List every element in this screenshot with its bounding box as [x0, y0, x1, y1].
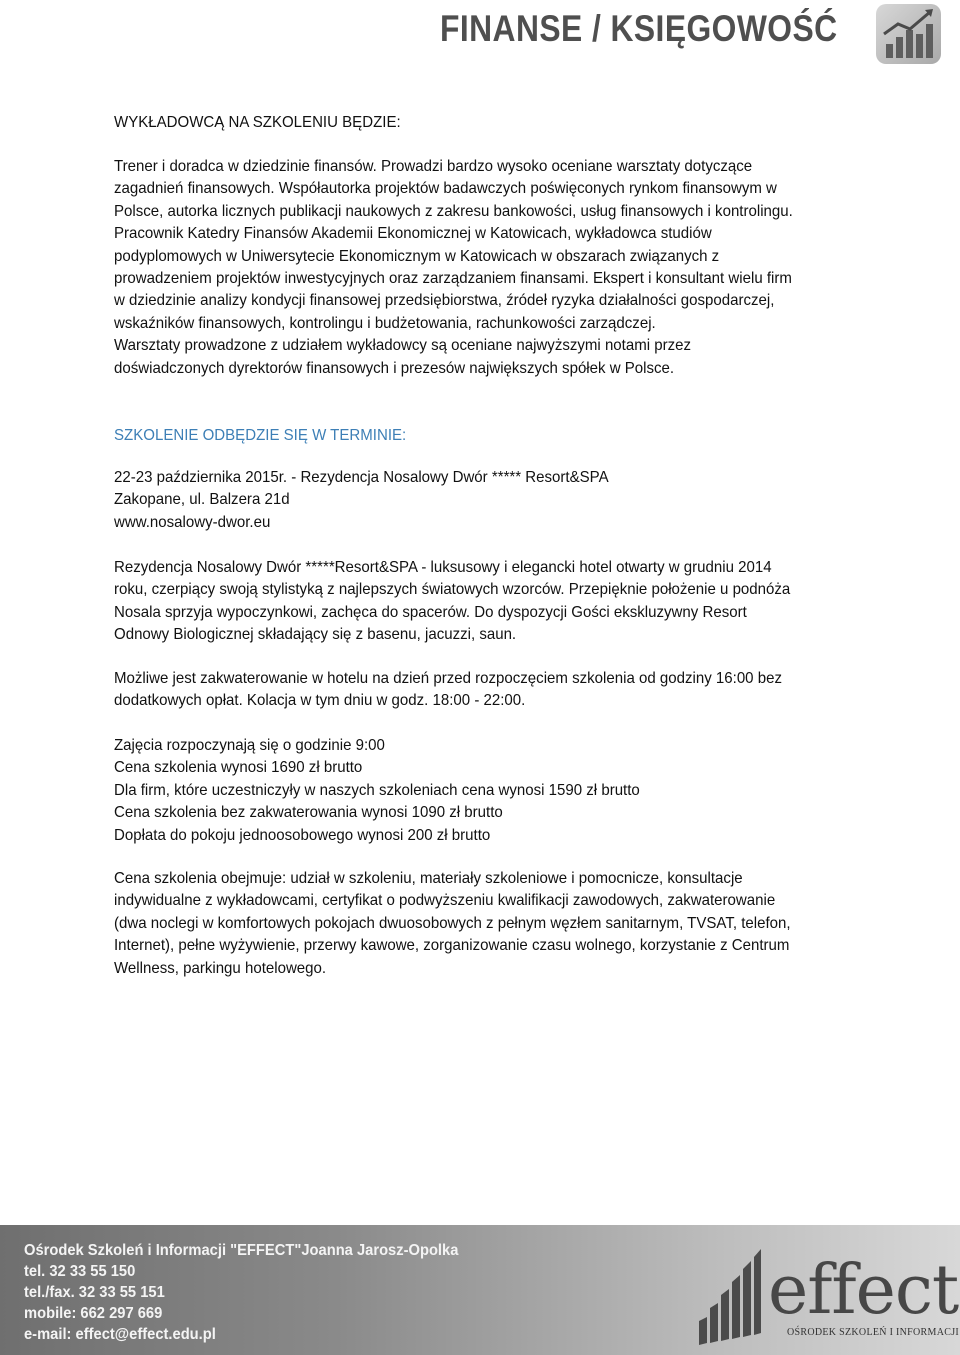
date-venue: 22-23 października 2015r. - Rezydencja Nosalowy Dwór ***** Resort&SPA [114, 469, 609, 486]
lecturer-workshops-text: Warsztaty prowadzone z udziałem wykładowcy są oceniane najwyższymi notami przez doświadczonych dyrektorów finansowych i prezesów największych spółek w Polsce. [114, 337, 692, 377]
venue-address: Zakopane, ul. Balzera 21d [114, 491, 290, 509]
phone-number: tel. 32 33 55 150 [24, 1263, 136, 1280]
venue-website-link[interactable]: www.nosalowy-dwor.eu [114, 513, 271, 531]
price-line: Dopłata do pokoju jednoosobowego wynosi 200 zł brutto [114, 826, 491, 844]
effect-bars-logo-icon [695, 1247, 765, 1347]
price-list [114, 735, 802, 847]
price-line: Cena szkolenia wynosi 1690 zł brutto [114, 759, 363, 777]
company-name: Ośrodek Szkoleń i Informacji "EFFECT"Joanna Jarosz-Opolka [24, 1242, 459, 1259]
footer [0, 1225, 960, 1355]
finance-chart-icon [876, 4, 941, 64]
venue-block [114, 467, 802, 534]
price-line: Dla firm, które uczestniczyły w naszych szkoleniach cena wynosi 1590 zł brutto [114, 781, 640, 799]
effect-logo [695, 1247, 960, 1352]
price-includes: Cena szkolenia obejmuje: udział w szkoleniu, materiały szkoleniowe i pomocnicze, konsultacje indywidualne z wykładowcami, certyfikat o podwyższeniu kwalifikacji zawodowych, zakwaterowanie (dwa noclegi w komfortowych pokojach dwuosobowych z pełnym węzłem sanitarnym, TVSAT, telefon, Internet), pełne wyżywienie, przerwy kawowe, zorganizowanie czasu wolnego, korzystanie z Centrum Wellness, parkingu hotelowego. [114, 870, 791, 977]
email-address[interactable]: e-mail: effect@effect.edu.pl [24, 1326, 216, 1343]
fax-number: tel./fax. 32 33 55 151 [24, 1284, 165, 1301]
lecturer-bio-text: Trener i doradca w dziedzinie finansów. Prowadzi bardzo wysoko oceniane warsztaty dotyczące zagadnień finansowych. Współautorka projektów badawczych poświęconych rynkom finansowym w Polsce, autorka licznych publikacji naukowych z zakresu bankowości, usług finansowych i kontrolingu. Pracownik Katedry Finansów Akademii Ekonomicznej w Katowicach, wykładowca studiów podyplomowych w Uniwersytecie Ekonomicznym w Katowicach w obszarach związanych z prowadzeniem projektów inwestycyjnych oraz zarządzaniem finansami. Ekspert i konsultant wielu firm w dziedzinie analizy kondycji finansowej przedsiębiorstwa, źródeł ryzyka działalności gospodarczej, wskaźników finansowych, kontrolingu i budżetowania, rachunkowości zarządczej. [114, 158, 793, 332]
price-line: Cena szkolenia bez zakwaterowania wynosi 1090 zł brutto [114, 804, 503, 822]
lecturer-bio [114, 156, 802, 380]
price-line: Zajęcia rozpoczynają się o godzinie 9:00 [114, 737, 385, 754]
page-title: FINANSE / KSIĘGOWOŚĆ [440, 8, 838, 49]
hotel-description: Rezydencja Nosalowy Dwór *****Resort&SPA - luksusowy i elegancki hotel otwarty w grudniu 2014 roku, czerpiący swoją stylistyką z najlepszych światowych wzorców. Przepięknie położenie u podnóża Nosala sprzyja wypoczynkowi, zachęca do spacerów. Do dyspozycji Gości ekskluzywny Resort Odnowy Biologicznej składający się z basenu, jacuzzi, saun. [114, 559, 791, 644]
lecturer-heading: WYKŁADOWCĄ NA SZKOLENIU BĘDZIE: [114, 114, 401, 131]
logo-subtitle: OŚRODEK SZKOLEŃ I INFORMACJI [787, 1327, 960, 1338]
mobile-number: mobile: 662 297 669 [24, 1305, 163, 1322]
accommodation-info: Możliwe jest zakwaterowanie w hotelu na dzień przed rozpoczęciem szkolenia od godziny 16:00 bez dodatkowych opłat. Kolacja w tym dniu w godz. 18:00 - 22:00. [114, 670, 782, 710]
term-heading: SZKOLENIE ODBĘDZIE SIĘ W TERMINIE: [114, 427, 407, 444]
footer-contact [24, 1240, 458, 1345]
logo-wordmark: effect [768, 1251, 959, 1330]
